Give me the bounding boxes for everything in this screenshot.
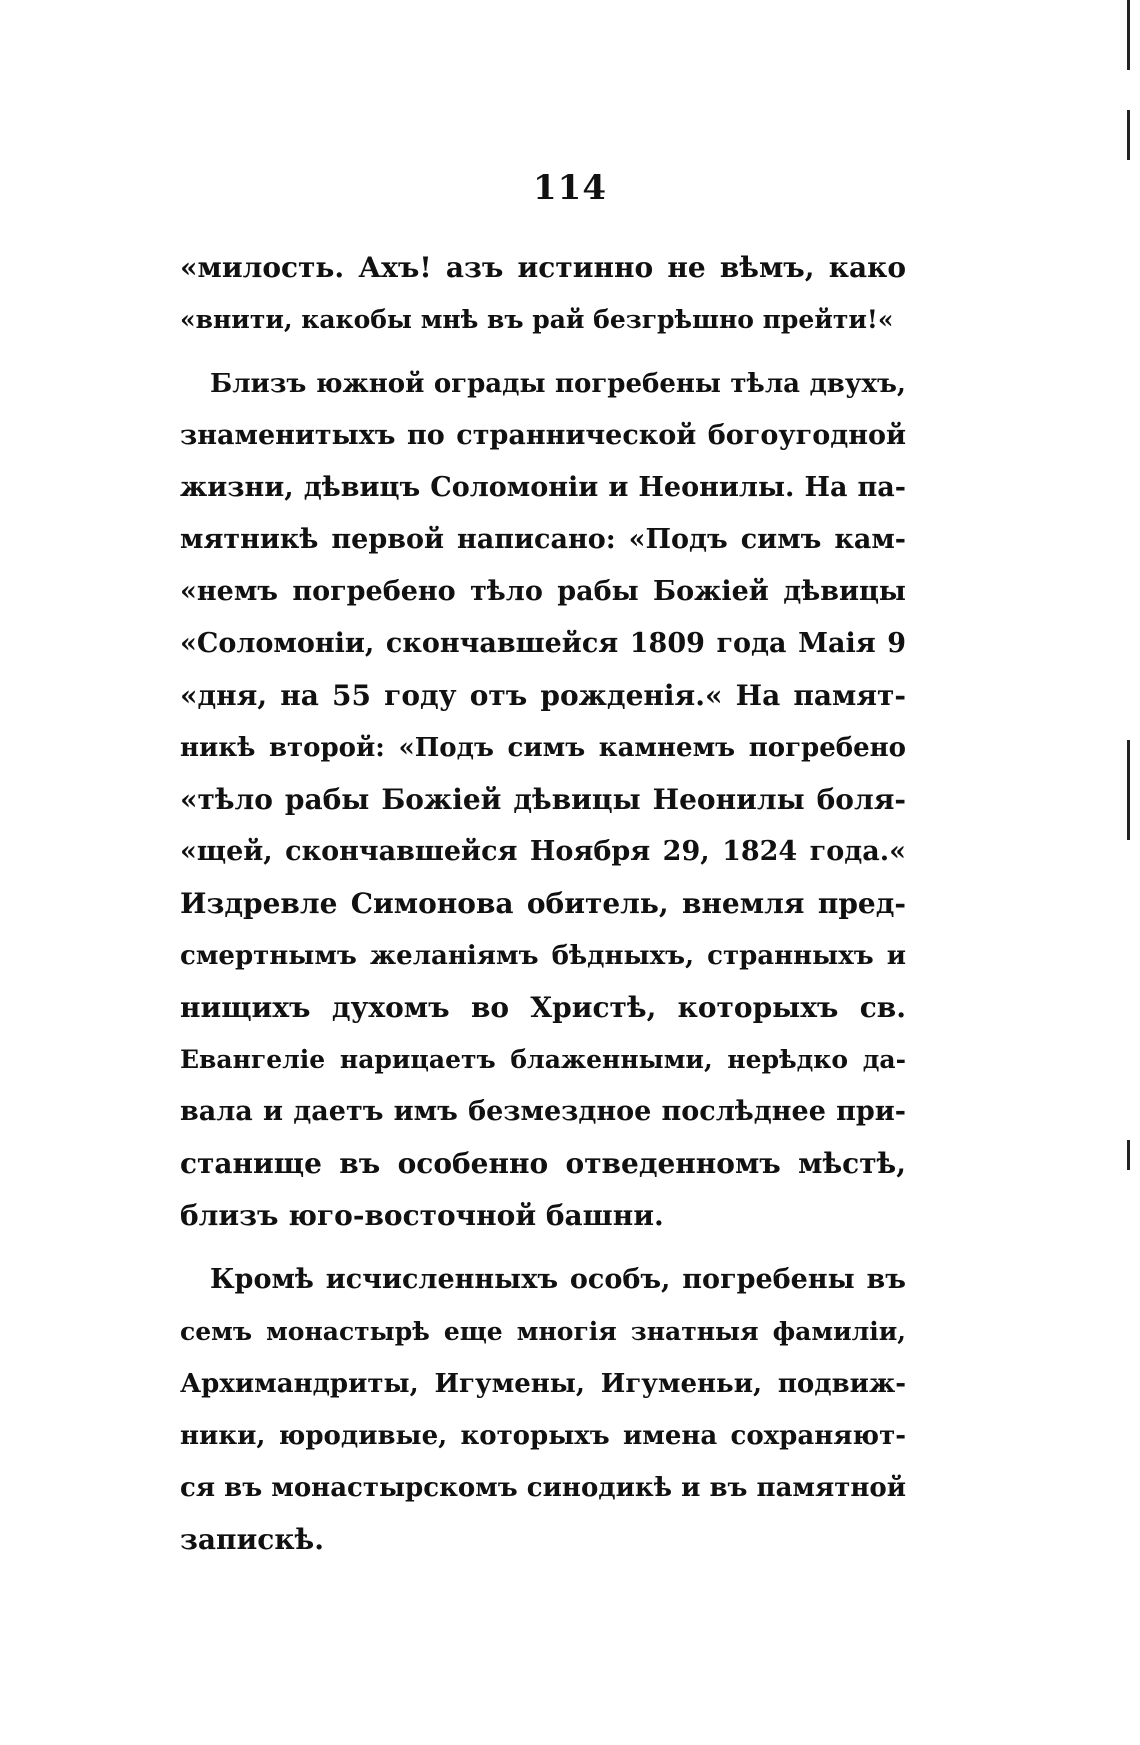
text-line: Кромѣ исчисленныхъ особъ, погребены въ xyxy=(210,1264,906,1295)
page-number: 114 xyxy=(533,168,607,208)
text-line: «внити, какобы мнѣ въ рай безгрѣшно прейти!« xyxy=(180,305,894,334)
text-line: Евангеліе нарицаетъ блаженными, нерѣдко да- xyxy=(180,1045,906,1074)
text-line: нищихъ духомъ во Христѣ, которыхъ св. xyxy=(180,991,906,1024)
body-text xyxy=(180,242,906,1566)
text-line: никѣ второй: «Подъ симъ камнемъ погребено xyxy=(180,733,906,763)
text-line: «Соломоніи, скончавшейся 1809 года Маія 9 xyxy=(180,628,906,659)
text-line: жизни, дѣвицъ Соломоніи и Неонилы. На па- xyxy=(180,472,906,503)
text-line: «щей, скончавшейся Ноября 29, 1824 года.« xyxy=(180,836,906,867)
scan-edge-mark xyxy=(1127,110,1130,160)
text-line: запискѣ. xyxy=(180,1523,324,1556)
text-line: знаменитыхъ по страннической богоугодной xyxy=(180,420,906,451)
scan-edge-mark xyxy=(1127,1140,1130,1170)
text-line: вала и даетъ имъ безмездное послѣднее при- xyxy=(180,1096,906,1127)
text-line: станище въ особенно отведенномъ мѣстѣ, xyxy=(180,1147,906,1180)
text-line: «немъ погребено тѣло рабы Божіей дѣвицы xyxy=(180,576,906,607)
text-line: «тѣло рабы Божіей дѣвицы Неонилы боля- xyxy=(180,783,906,816)
text-line: Издревле Симонова обитель, внемля пред- xyxy=(180,887,906,920)
scan-edge-mark xyxy=(1127,0,1130,70)
scan-edge-mark xyxy=(1127,740,1130,840)
text-line: смертнымъ желаніямъ бѣдныхъ, странныхъ и xyxy=(180,941,906,971)
text-line: ники, юродивые, которыхъ имена сохраняют- xyxy=(180,1421,906,1451)
text-line: ся въ монастырскомъ синодикѣ и въ памятной xyxy=(180,1473,906,1503)
text-line: Близъ южной ограды погребены тѣла двухъ, xyxy=(210,369,906,399)
text-line: «дня, на 55 году отъ рожденія.« На памят- xyxy=(180,679,906,712)
text-line: мятникѣ первой написано: «Подъ симъ кам- xyxy=(180,524,906,555)
text-line: Архимандриты, Игумены, Игуменьи, подвиж- xyxy=(180,1369,906,1399)
text-line: близъ юго-восточной башни. xyxy=(180,1199,664,1232)
text-line: «милость. Ахъ! азъ истинно не вѣмъ, како xyxy=(180,251,906,284)
text-line: семъ монастырѣ еще многія знатныя фамиліи, xyxy=(180,1317,906,1346)
